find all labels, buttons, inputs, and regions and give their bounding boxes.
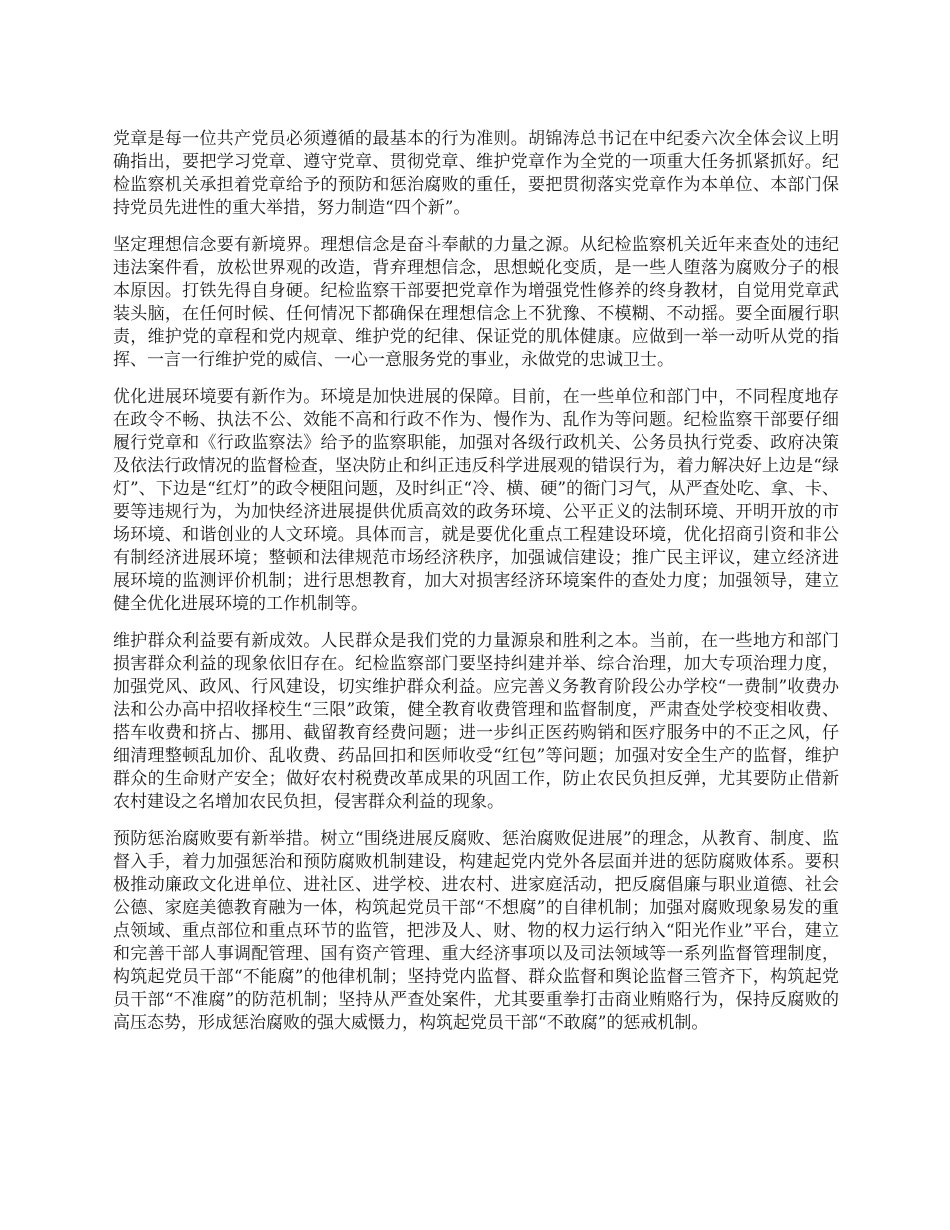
document-body [113, 128, 839, 1049]
paragraph-anti-corruption: 预防惩治腐败要有新举措。树立“围绕进展反腐败、惩治腐败促进展”的理念，从教育、制度、监督入手，着力加强惩治和预防腐败机制建设，构建起党内党外各层面并进的惩防腐败体系。要积极推动廉政文化进单位、进社区、进学校、进农村、进家庭活动，把反腐倡廉与职业道德、社会公德、家庭美德教育融为一体，构筑起党员干部“不想腐”的自律机制；加强对腐败现象易发的重点领域、重点部位和重点环节的监管，把涉及人、财、物的权力运行纳入“阳光作业”平台，建立和完善干部人事调配管理、国有资产管理、重大经济事项以及司法领域等一系列监督管理制度，构筑起党员干部“不能腐”的他律机制；坚持党内监督、群众监督和舆论监督三管齐下，构筑起党员干部“不准腐”的防范机制；坚持从严查处案件，尤其要重拳打击商业贿赂行为，保持反腐败的高压态势，形成惩治腐败的强大威慑力，构筑起党员干部“不敢腐”的惩戒机制。 [113, 829, 839, 1033]
paragraph-ideals: 坚定理想信念要有新境界。理想信念是奋斗奉献的力量之源。从纪检监察机关近年来查处的违纪违法案件看，放松世界观的改造，背弃理想信念，思想蜕化变质，是一些人堕落为腐败分子的根本原因。打铁先得自身硬。纪检监察干部要把党章作为增强党性修养的终身教材，自觉用党章武装头脑，在任何时候、任何情况下都确保在理想信念上不犹豫、不模糊、不动摇。要全面履行职责，维护党的章程和党内规章、维护党的纪律、保证党的肌体健康。应做到一举一动听从党的指挥、一言一行维护党的威信、一心一意服务党的事业，永做党的忠诚卫士。 [113, 235, 839, 370]
paragraph-intro: 党章是每一位共产党员必须遵循的最基本的行为准则。胡锦涛总书记在中纪委六次全体会议上明确指出，要把学习党章、遵守党章、贯彻党章、维护党章作为全党的一项重大任务抓紧抓好。纪检监察机关承担着党章给予的预防和惩治腐败的重任，要把贯彻落实党章作为本单位、本部门保持党员先进性的重大举措，努力制造“四个新”。 [113, 129, 839, 218]
paragraph-environment: 优化进展环境要有新作为。环境是加快进展的保障。目前，在一些单位和部门中，不同程度地存在政令不畅、执法不公、效能不高和行政不作为、慢作为、乱作为等问题。纪检监察干部要仔细履行党章和《行政监察法》给予的监察职能，加强对各级行政机关、公务员执行党委、政府决策及依法行政情况的监督检查，坚决防止和纠正违反科学进展观的错误行为，着力解决好上边是“绿灯”、下边是“红灯”的政令梗阻问题，及时纠正“冷、横、硬”的衙门习气，从严查处吃、拿、卡、要等违规行为，为加快经济进展提供优质高效的政务环境、公平正义的法制环境、开明开放的市场环境、和谐创业的人文环境。具体而言，就是要优化重点工程建设环境，优化招商引资和非公有制经济进展环境；整顿和法律规范市场经济秩序，加强诚信建设；推广民主评议，建立经济进展环境的监测评价机制；进行思想教育，加大对损害经济环境案件的查处力度；加强领导，建立健全优化进展环境的工作机制等。 [113, 387, 839, 614]
paragraph-public-interest: 维护群众利益要有新成效。人民群众是我们党的力量源泉和胜利之本。当前，在一些地方和部门损害群众利益的现象依旧存在。纪检监察部门要坚持纠建并举、综合治理，加大专项治理力度，加强党风、政风、行风建设，切实维护群众利益。应完善义务教育阶段公办学校“一费制”收费办法和公办高中招收择校生“三限”政策，健全教育收费管理和监督制度，严肃查处学校变相收费、搭车收费和挤占、挪用、截留教育经费问题；进一步纠正医药购销和医疗服务中的不正之风，仔细清理整顿乱加价、乱收费、药品回扣和医师收受“红包”等问题；加强对安全生产的监督，维护群众的生命财产安全；做好农村税费改革成果的巩固工作，防止农民负担反弹，尤其要防止借新农村建设之名增加农民负担，侵害群众利益的现象。 [113, 631, 839, 812]
